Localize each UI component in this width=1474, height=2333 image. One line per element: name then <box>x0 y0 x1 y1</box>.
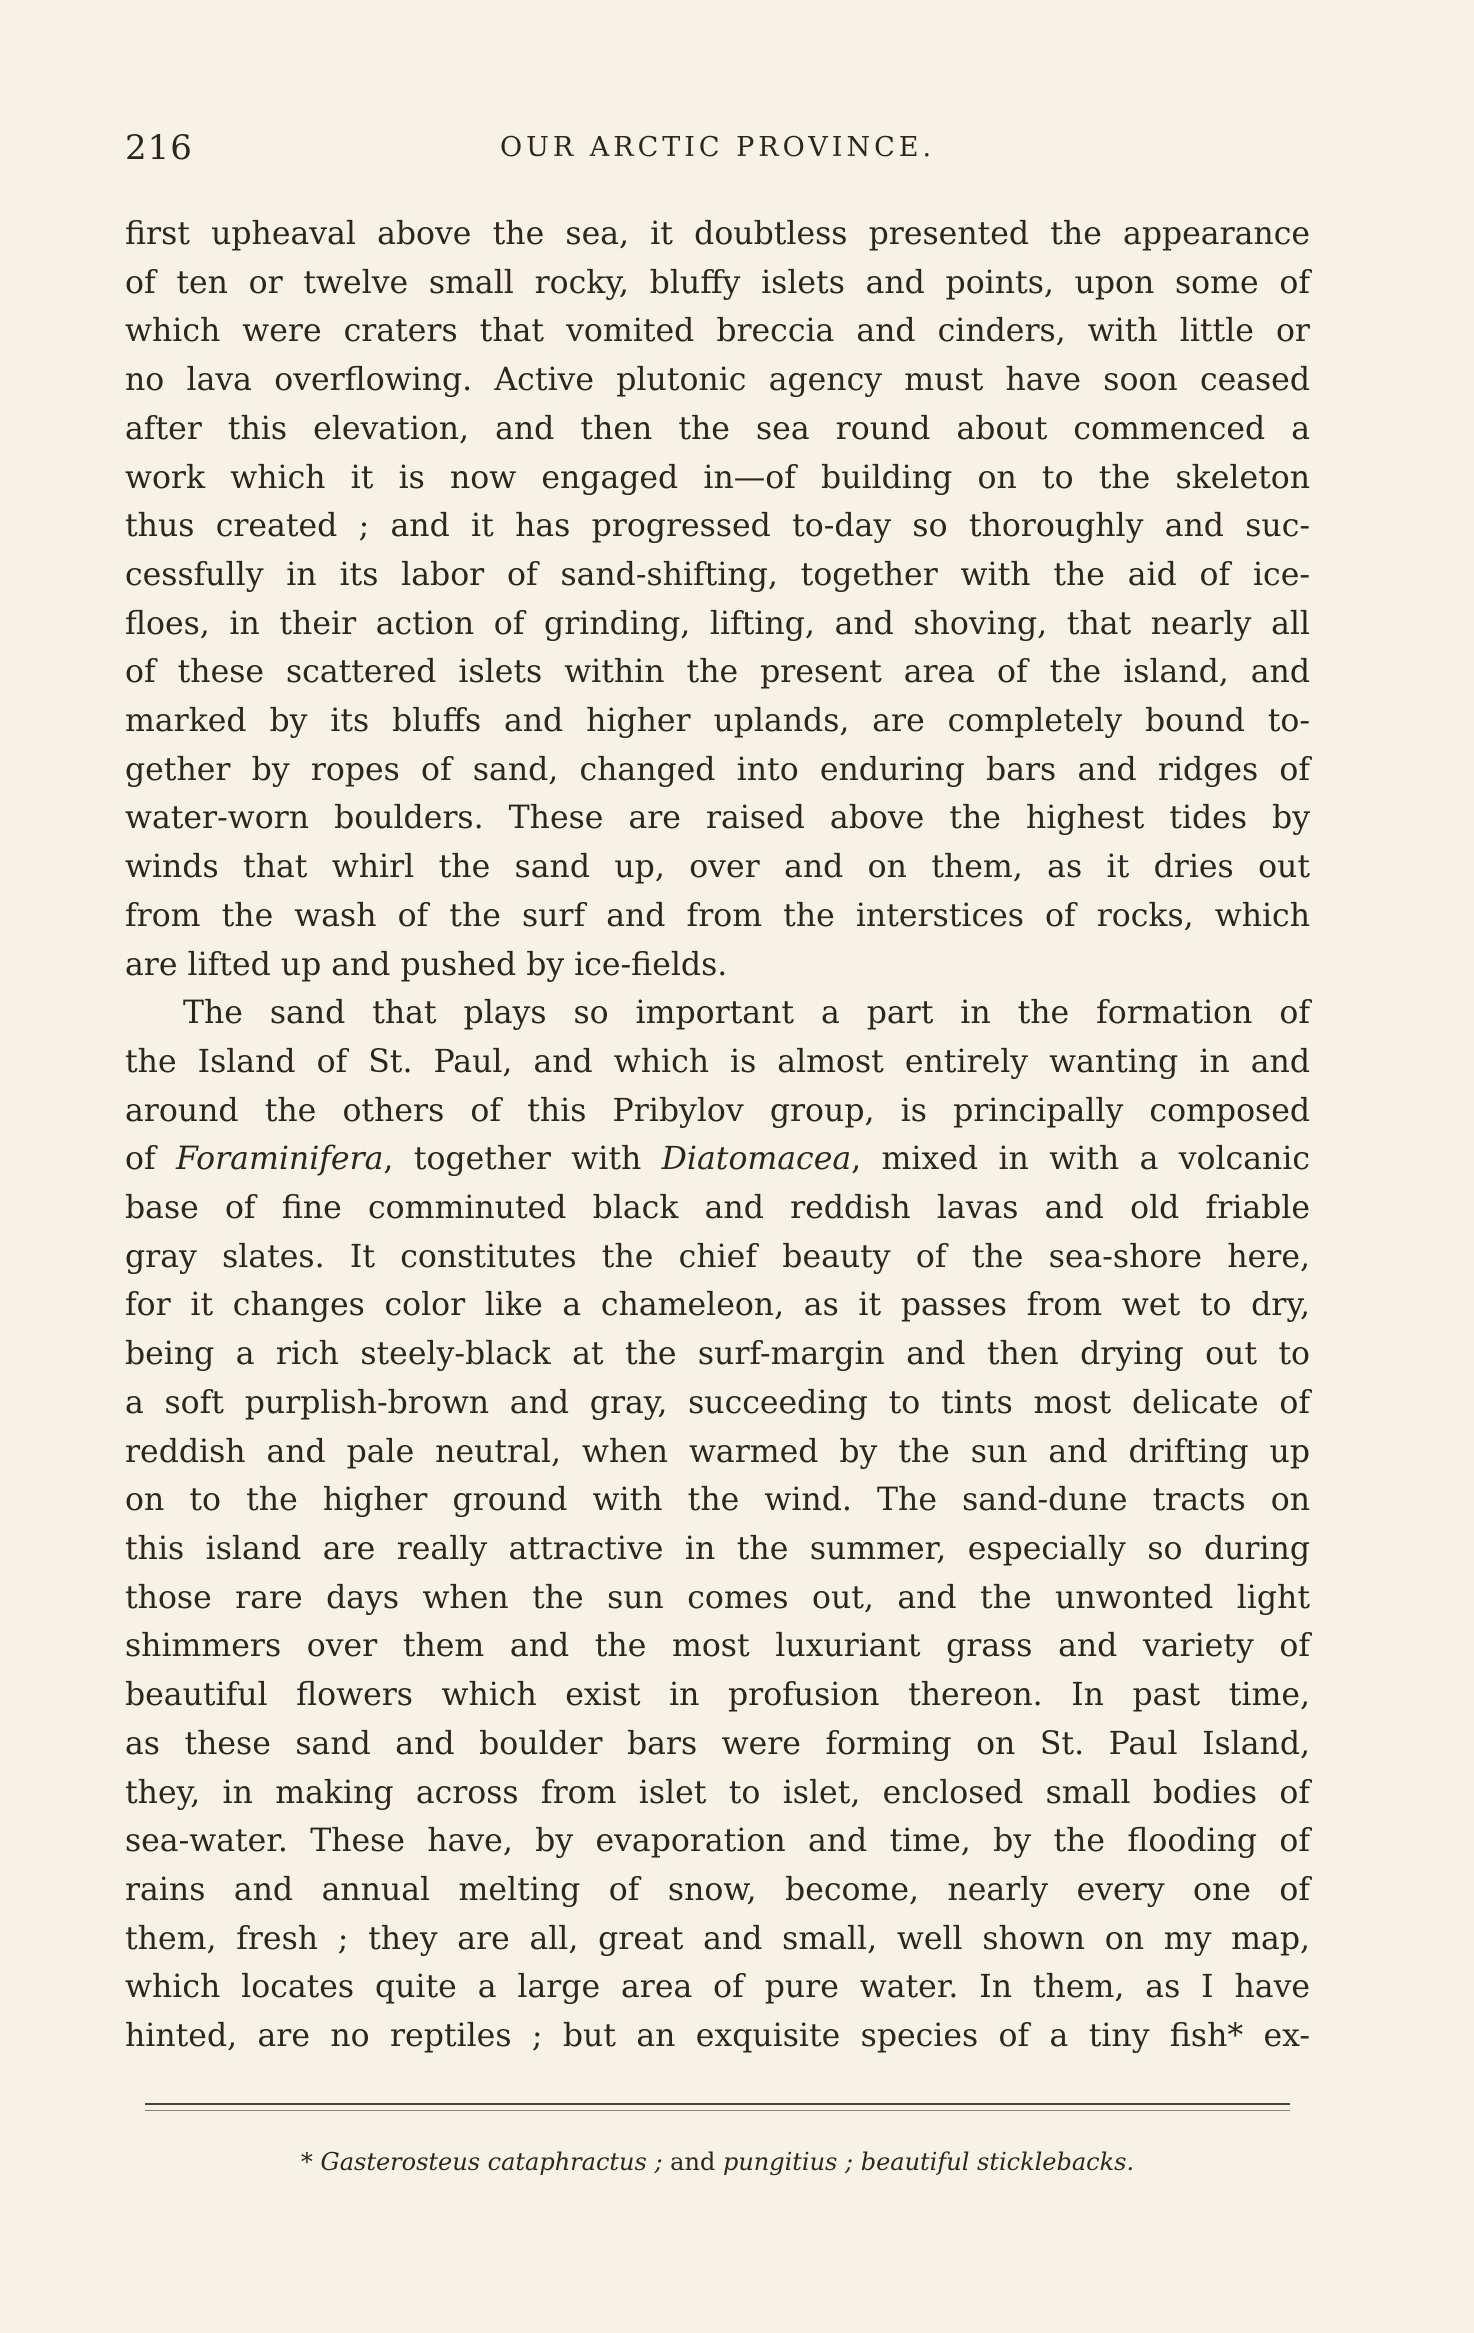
text-line: those rare days when the sun comes out, and the unwonted light <box>125 1579 1310 1616</box>
text-line: water-worn boulders. These are raised above the highest tides by <box>125 800 1310 837</box>
text-line: which were craters that vomited breccia and cinders, with little or <box>125 313 1310 350</box>
text-line: for it changes color like a chameleon, as it passes from wet to dry, <box>125 1287 1310 1324</box>
text-line: thus created ; and it has progressed to-day so thoroughly and suc- <box>125 508 1310 545</box>
footnote-marker: * <box>300 2148 313 2176</box>
footnote-description: pungitius ; beautiful sticklebacks. <box>722 2148 1135 2176</box>
text-line: gether by ropes of sand, changed into enduring bars and ridges of <box>125 751 1310 788</box>
text-line: of Foraminifera, together with Diatomacea, mixed in with a volcanic <box>125 1141 1311 1178</box>
text-line: a soft purplish-brown and gray, succeeding to tints most delicate of <box>125 1384 1310 1421</box>
text-line: after this elevation, and then the sea round about commenced a <box>125 410 1310 447</box>
text-line: no lava overflowing. Active plutonic agency must have soon ceased <box>125 362 1310 399</box>
text-line: them, fresh ; they are all, great and small, well shown on my map, <box>125 1920 1310 1957</box>
running-title: OUR ARCTIC PROVINCE. <box>499 132 936 163</box>
text-line: base of fine comminuted black and reddish lavas and old friable <box>125 1190 1310 1227</box>
footnote <box>125 2148 1310 2176</box>
text-line: they, in making across from islet to islet, enclosed small bodies of <box>125 1774 1310 1811</box>
text-line: of these scattered islets within the present area of the island, and <box>125 654 1310 691</box>
text-line: shimmers over them and the most luxuriant grass and variety of <box>125 1628 1310 1665</box>
text-line: winds that whirl the sand up, over and on them, as it dries out <box>125 849 1310 886</box>
text-line: floes, in their action of grinding, lifting, and shoving, that nearly all <box>125 605 1310 642</box>
text-line: being a rich steely-black at the surf-margin and then drying out to <box>125 1336 1310 1373</box>
text-line: around the others of this Pribylov group, is principally composed <box>125 1092 1310 1129</box>
text-line: which locates quite a large area of pure water. In them, as I have <box>125 1969 1310 2006</box>
text-line: gray slates. It constitutes the chief beauty of the sea-shore here, <box>125 1238 1310 1275</box>
text-line: marked by its bluffs and higher uplands, are completely bound to- <box>125 703 1310 740</box>
latin-term: Diatomacea <box>661 1141 852 1178</box>
text-line: cessfully in its labor of sand-shifting, together with the aid of ice- <box>125 556 1310 593</box>
text-line: from the wash of the surf and from the interstices of rocks, which <box>125 897 1310 934</box>
text-line: as these sand and boulder bars were forming on St. Paul Island, <box>125 1725 1310 1762</box>
text-line: first upheaval above the sea, it doubtless presented the appearance <box>125 216 1310 252</box>
footnote-divider <box>145 2103 1290 2105</box>
text-line: on to the higher ground with the wind. The sand-dune tracts on <box>125 1482 1310 1519</box>
text-line: the Island of St. Paul, and which is almost entirely wanting in and <box>125 1043 1310 1080</box>
text-line: are lifted up and pushed by ice-fields. <box>125 946 728 983</box>
page-header <box>125 128 1310 178</box>
text-line: The sand that plays so important a part in the formation of <box>183 995 1310 1032</box>
text-line: rains and annual melting of snow, become, nearly every one of <box>125 1871 1310 1908</box>
text-line: hinted, are no reptiles ; but an exquisite species of a tiny fish* ex- <box>125 2018 1310 2055</box>
text-line: reddish and pale neutral, when warmed by the sun and drifting up <box>125 1433 1310 1470</box>
text-line: beautiful flowers which exist in profusion thereon. In past time, <box>125 1677 1310 1714</box>
text-line: of ten or twelve small rocky, bluffy islets and points, upon some of <box>125 264 1310 301</box>
page-number: 216 <box>125 128 193 168</box>
text-line: work which it is now engaged in—of building on to the skeleton <box>125 459 1310 496</box>
footnote-connector: and <box>670 2148 716 2176</box>
text-line: this island are really attractive in the summer, especially so during <box>125 1530 1310 1567</box>
latin-term: Foraminifera <box>176 1141 384 1178</box>
footnote-species: Gasterosteus cataphractus ; <box>320 2148 663 2176</box>
footnote-divider-thin <box>145 2110 1290 2111</box>
text-line: sea-water. These have, by evaporation and time, by the flooding of <box>125 1823 1310 1860</box>
body-text <box>125 210 1310 2061</box>
